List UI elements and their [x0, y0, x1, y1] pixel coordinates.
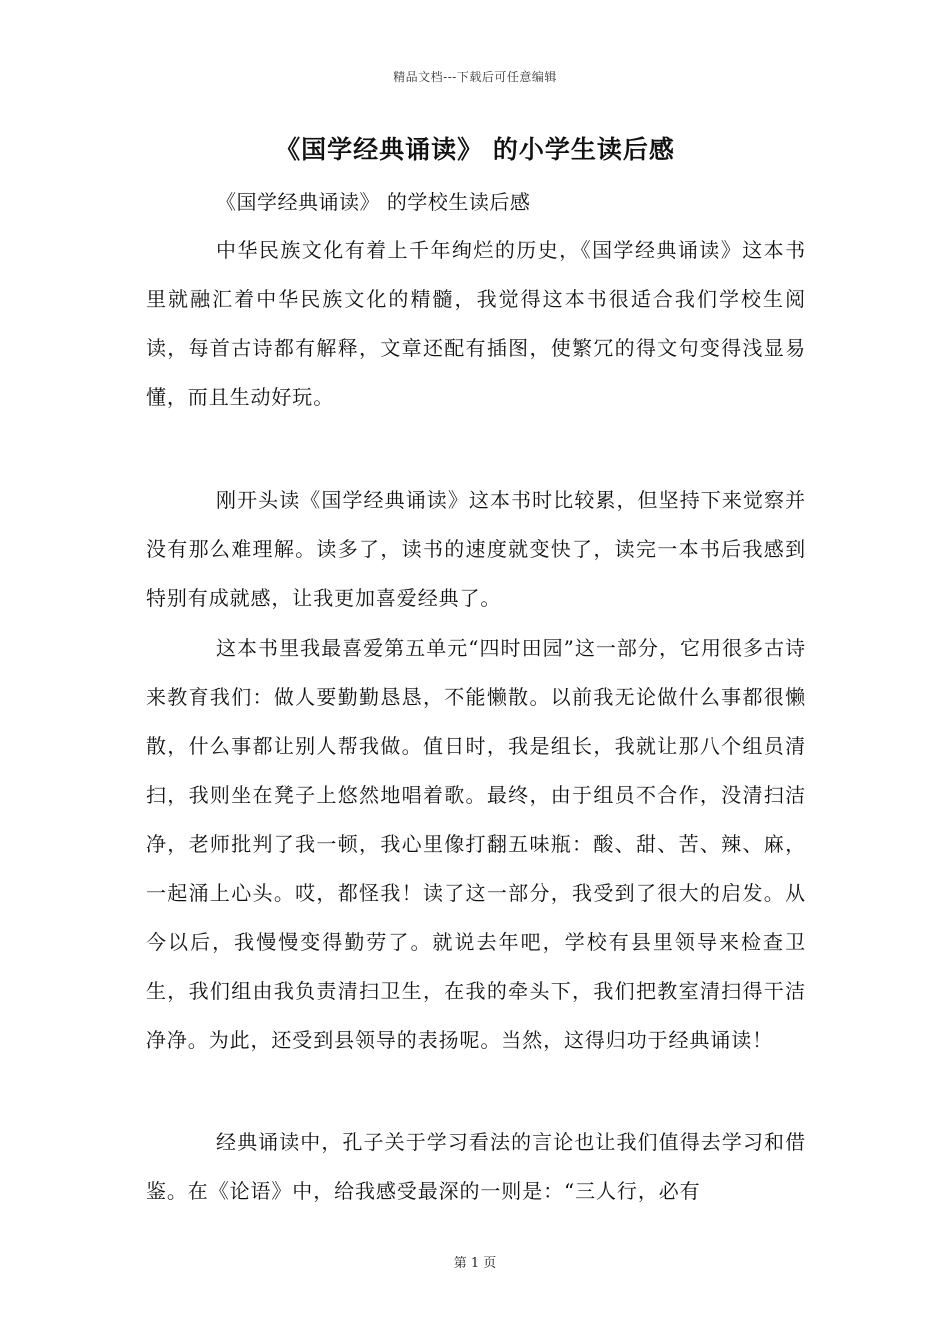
document-title: 《国学经典诵读》 的小学生读后感: [275, 135, 675, 164]
paragraph-block-4: [146, 1118, 806, 1216]
paragraph: 这本书里我最喜爱第五单元“四时田园”这一部分，它用很多古诗来教育我们：做人要勤勤恳恳，不能懒散。以前我无论做什么事都很懒散，什么事都让别人帮我做。值日时，我是组长，我就让那八个组员清扫，我则坐在凳子上悠然地唱着歌。最终，由于组员不合作，没清扫洁净，老师批判了我一顿，我心里像打翻五味瓶：酸、甜、苦、辣、麻，一起涌上心头。哎，都怪我！读了这一部分，我受到了很大的启发。从今以后，我慢慢变得勤劳了。就说去年吧，学校有县里领导来检查卫生，我们组由我负责清扫卫生，在我的牵头下，我们把教室清扫得干洁净净。为此，还受到县领导的表扬呢。当然，这得归功于经典诵读！: [146, 636, 806, 1052]
document-subtitle: 《国学经典诵读》 的学校生读后感: [216, 190, 531, 214]
paragraph-block-3: [146, 624, 806, 1065]
paragraph: 刚开头读《国学经典诵读》这本书时比较累，但坚持下来觉察并没有那么难理解。读多了，读书的速度就变快了，读完一本书后我感到特别有成就感，让我更加喜爱经典了。: [146, 488, 806, 610]
paragraph-block-2: [146, 476, 806, 623]
page-header: 精品文档---下载后可任意编辑: [393, 70, 557, 84]
paragraph: 经典诵读中，孔子关于学习看法的言论也让我们值得去学习和借鉴。在《论语》中，给我感受最深的一则是：“三人行，必有: [146, 1130, 806, 1203]
paragraph-block-1: [146, 226, 806, 422]
paragraph: 中华民族文化有着上千年绚烂的历史，《国学经典诵读》这本书里就融汇着中华民族文化的精髓，我觉得这本书很适合我们学校生阅读，每首古诗都有解释，文章还配有插图，使繁冗的得文句变得浅显易懂，而且生动好玩。: [146, 238, 806, 409]
page-number: 第 1 页: [453, 1256, 497, 1271]
